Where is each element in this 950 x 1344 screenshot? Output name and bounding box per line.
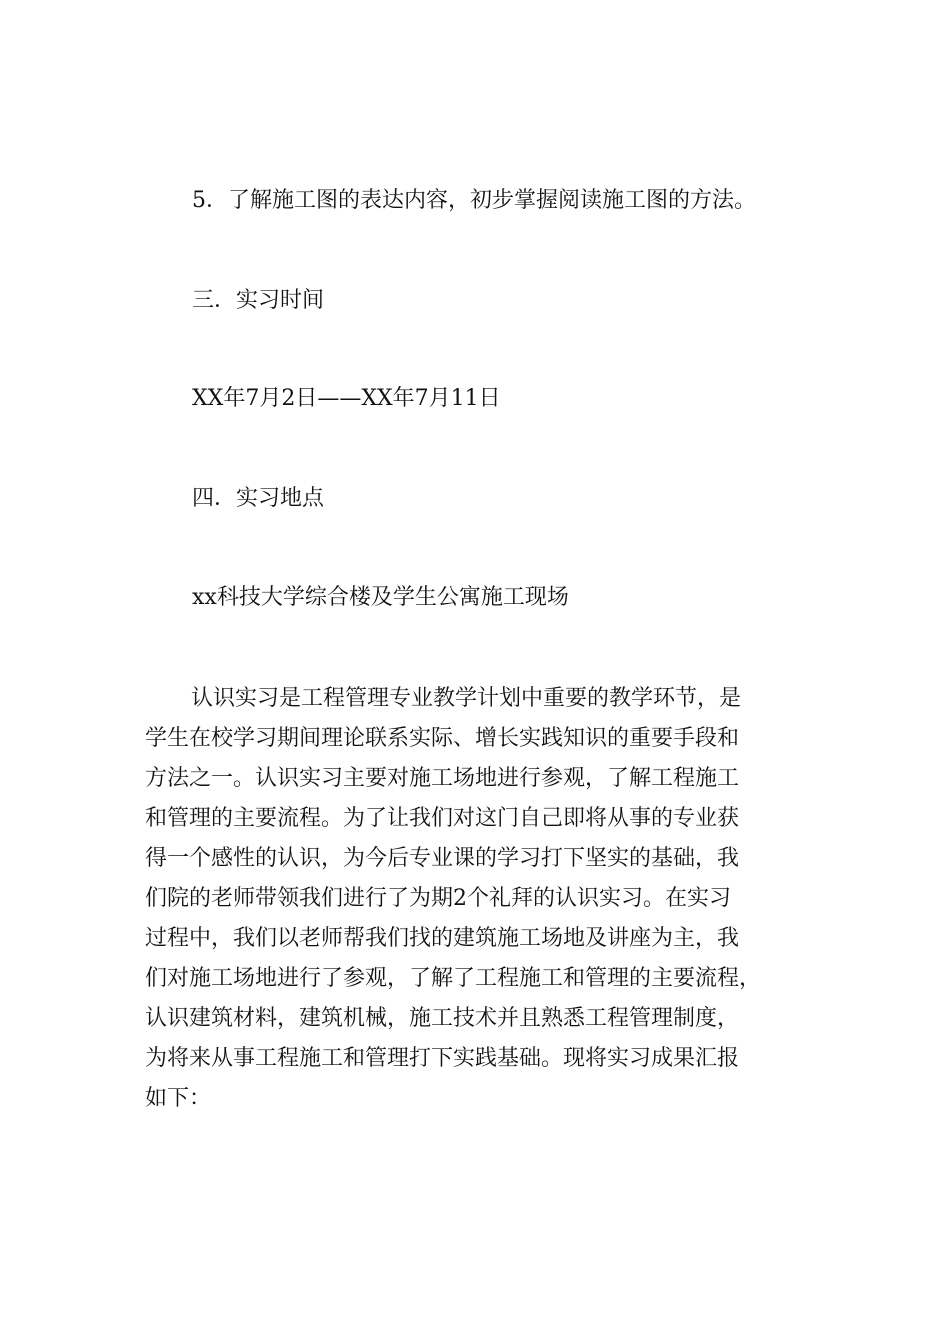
paragraph-line: 如下： xyxy=(145,1086,212,1111)
paragraph-line: 们院的老师带领我们进行了为期2个礼拜的认识实习。在实习 xyxy=(145,886,731,911)
body-paragraph xyxy=(145,682,835,1122)
paragraph-line: 得一个感性的认识，为今后专业课的学习打下坚实的基础，我 xyxy=(145,846,740,871)
paragraph-line: 认识实习是工程管理专业教学计划中重要的教学环节，是 xyxy=(191,686,742,711)
objective-item-5: 5．了解施工图的表达内容，初步掌握阅读施工图的方法。 xyxy=(192,188,756,213)
section-heading-internship-location: 四．实习地点 xyxy=(192,486,325,511)
internship-date-range: XX年7月2日——XX年7月11日 xyxy=(192,386,501,411)
paragraph-line: 认识建筑材料，建筑机械，施工技术并且熟悉工程管理制度， xyxy=(145,1006,740,1031)
paragraph-line: 方法之一。认识实习主要对施工场地进行参观，了解工程施工 xyxy=(145,766,740,791)
paragraph-line: 和管理的主要流程。为了让我们对这门自己即将从事的专业获 xyxy=(145,806,740,831)
paragraph-line: 为将来从事工程施工和管理打下实践基础。现将实习成果汇报 xyxy=(145,1046,740,1071)
paragraph-line: 学生在校学习期间理论联系实际、增长实践知识的重要手段和 xyxy=(145,726,740,751)
internship-location: xx科技大学综合楼及学生公寓施工现场 xyxy=(192,585,569,610)
paragraph-line: 们对施工场地进行了参观，了解了工程施工和管理的主要流程， xyxy=(145,966,762,991)
paragraph-line: 过程中，我们以老师帮我们找的建筑施工场地及讲座为主，我 xyxy=(145,926,740,951)
section-heading-internship-time: 三．实习时间 xyxy=(192,288,325,313)
